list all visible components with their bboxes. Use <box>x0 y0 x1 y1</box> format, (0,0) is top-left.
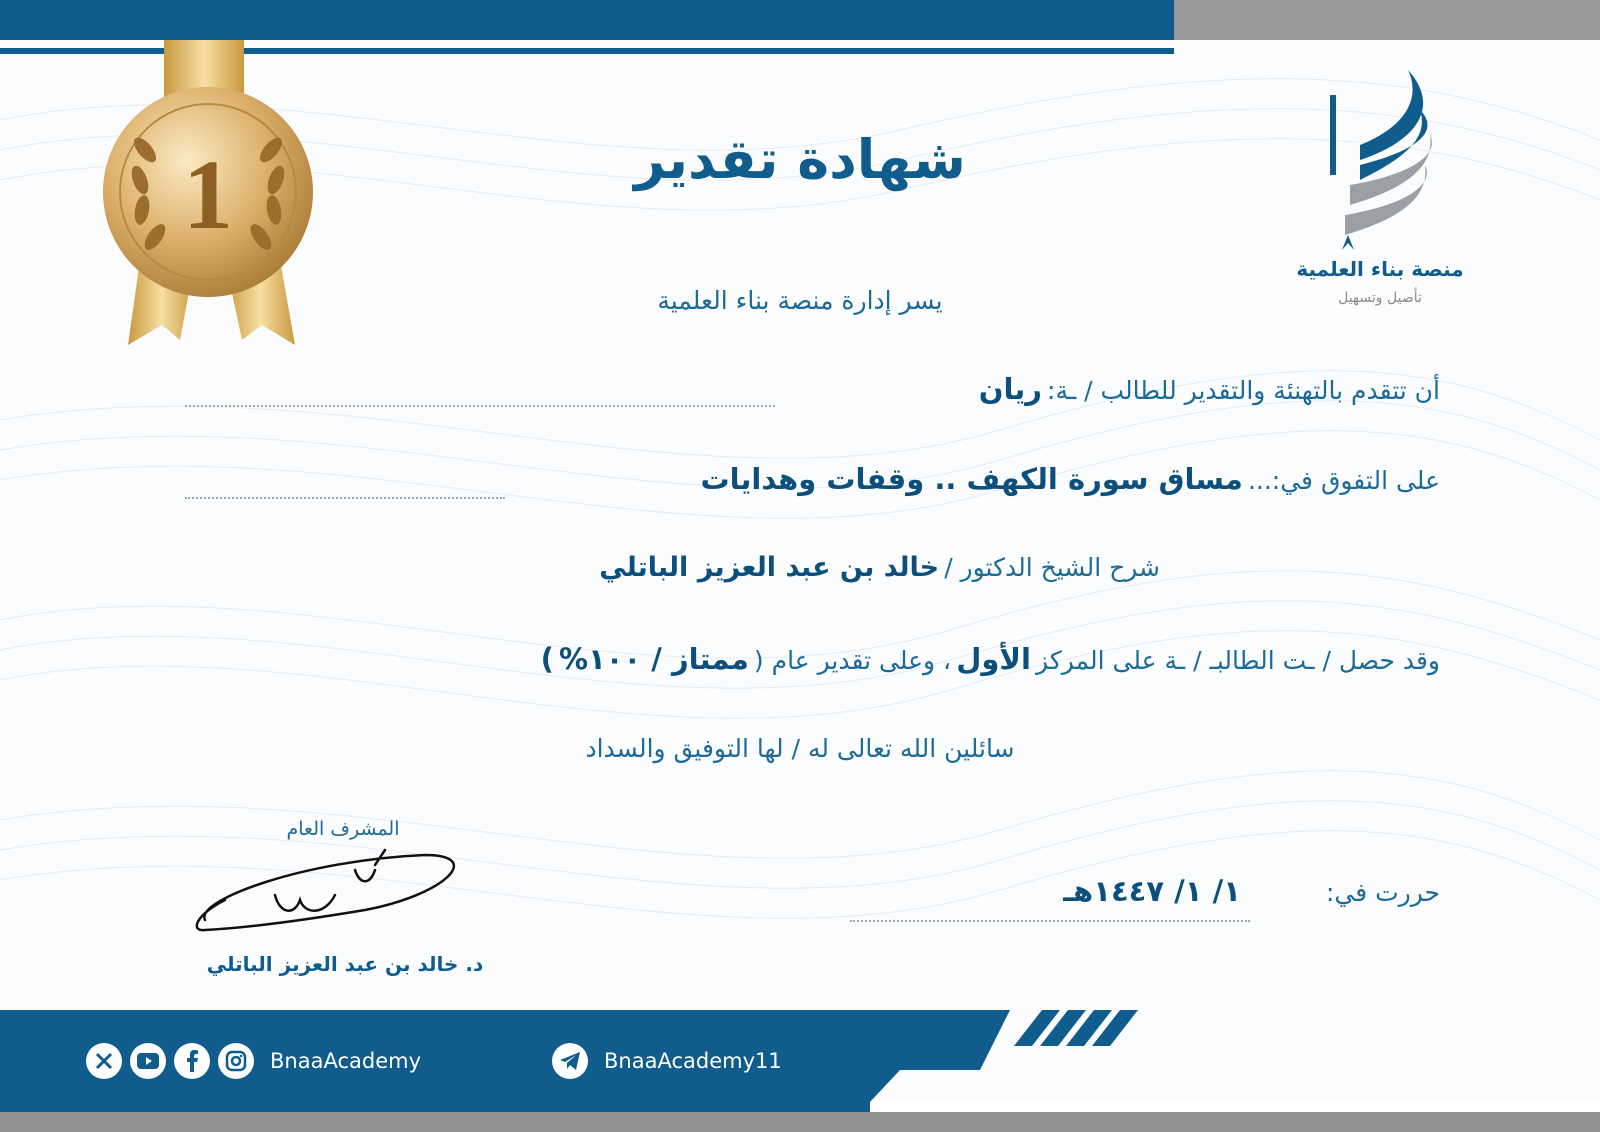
logo-tagline: تأصيل وتسهيل <box>1338 290 1422 306</box>
instagram-icon[interactable] <box>218 1043 254 1079</box>
student-name: ريان <box>978 372 1042 406</box>
date-label: حررت في: <box>1325 878 1440 907</box>
supervisor-name: د. خالد بن عبد العزيز الباتلي <box>206 952 484 976</box>
telegram-link <box>552 1040 782 1082</box>
course-row <box>701 462 1441 496</box>
gold-medal-icon <box>100 40 330 370</box>
certificate-title: شهادة تقدير <box>634 128 966 191</box>
result-label: وقد حصل / ـت الطالبـ / ـة على المركز <box>1036 646 1440 675</box>
result-row <box>541 642 1440 676</box>
date-value: ١/ ١/ ١٤٤٧هـ <box>1063 874 1241 908</box>
excellence-label: على التفوق في:... <box>1247 466 1440 495</box>
rank-value: الأول <box>956 642 1031 676</box>
youtube-icon[interactable] <box>130 1043 166 1079</box>
intro-text: يسر إدارة منصة بناء العلمية <box>657 286 943 315</box>
medal-number: 1 <box>183 139 233 250</box>
grade-close: ) <box>540 642 554 676</box>
top-gray-bar <box>1174 0 1600 40</box>
telegram-handle[interactable]: BnaaAcademy11 <box>604 1049 782 1073</box>
lecturer-row <box>599 552 1160 583</box>
grade-value: ممتاز / ١٠٠% <box>559 642 749 676</box>
lecturer-label: شرح الشيخ الدكتور / <box>944 553 1160 582</box>
student-dotted-line <box>185 405 775 407</box>
lecturer-name: خالد بن عبد العزيز الباتلي <box>599 552 940 583</box>
course-name: مساق سورة الكهف .. وقفات وهدايات <box>700 462 1243 496</box>
date-dotted-line <box>850 920 1250 922</box>
grade-label: ، وعلى تقدير عام ( <box>753 646 952 675</box>
top-blue-bar <box>0 0 1174 40</box>
student-row <box>979 372 1440 406</box>
social-links <box>86 1040 421 1082</box>
telegram-icon[interactable] <box>552 1043 588 1079</box>
prayer-text: سائلين الله تعالى له / لها التوفيق والسداد <box>585 734 1015 763</box>
x-icon[interactable] <box>86 1043 122 1079</box>
supervisor-role: المشرف العام <box>286 818 400 840</box>
course-dotted-line <box>185 497 505 499</box>
student-label: أن تتقدم بالتهنئة والتقدير للطالب / ـة: <box>1047 376 1440 405</box>
handwritten-signature <box>185 840 475 950</box>
social-handle[interactable]: BnaaAcademy <box>270 1049 421 1073</box>
facebook-icon[interactable] <box>174 1043 210 1079</box>
logo-name: منصة بناء العلمية <box>1296 257 1464 281</box>
date-row <box>1063 874 1440 908</box>
